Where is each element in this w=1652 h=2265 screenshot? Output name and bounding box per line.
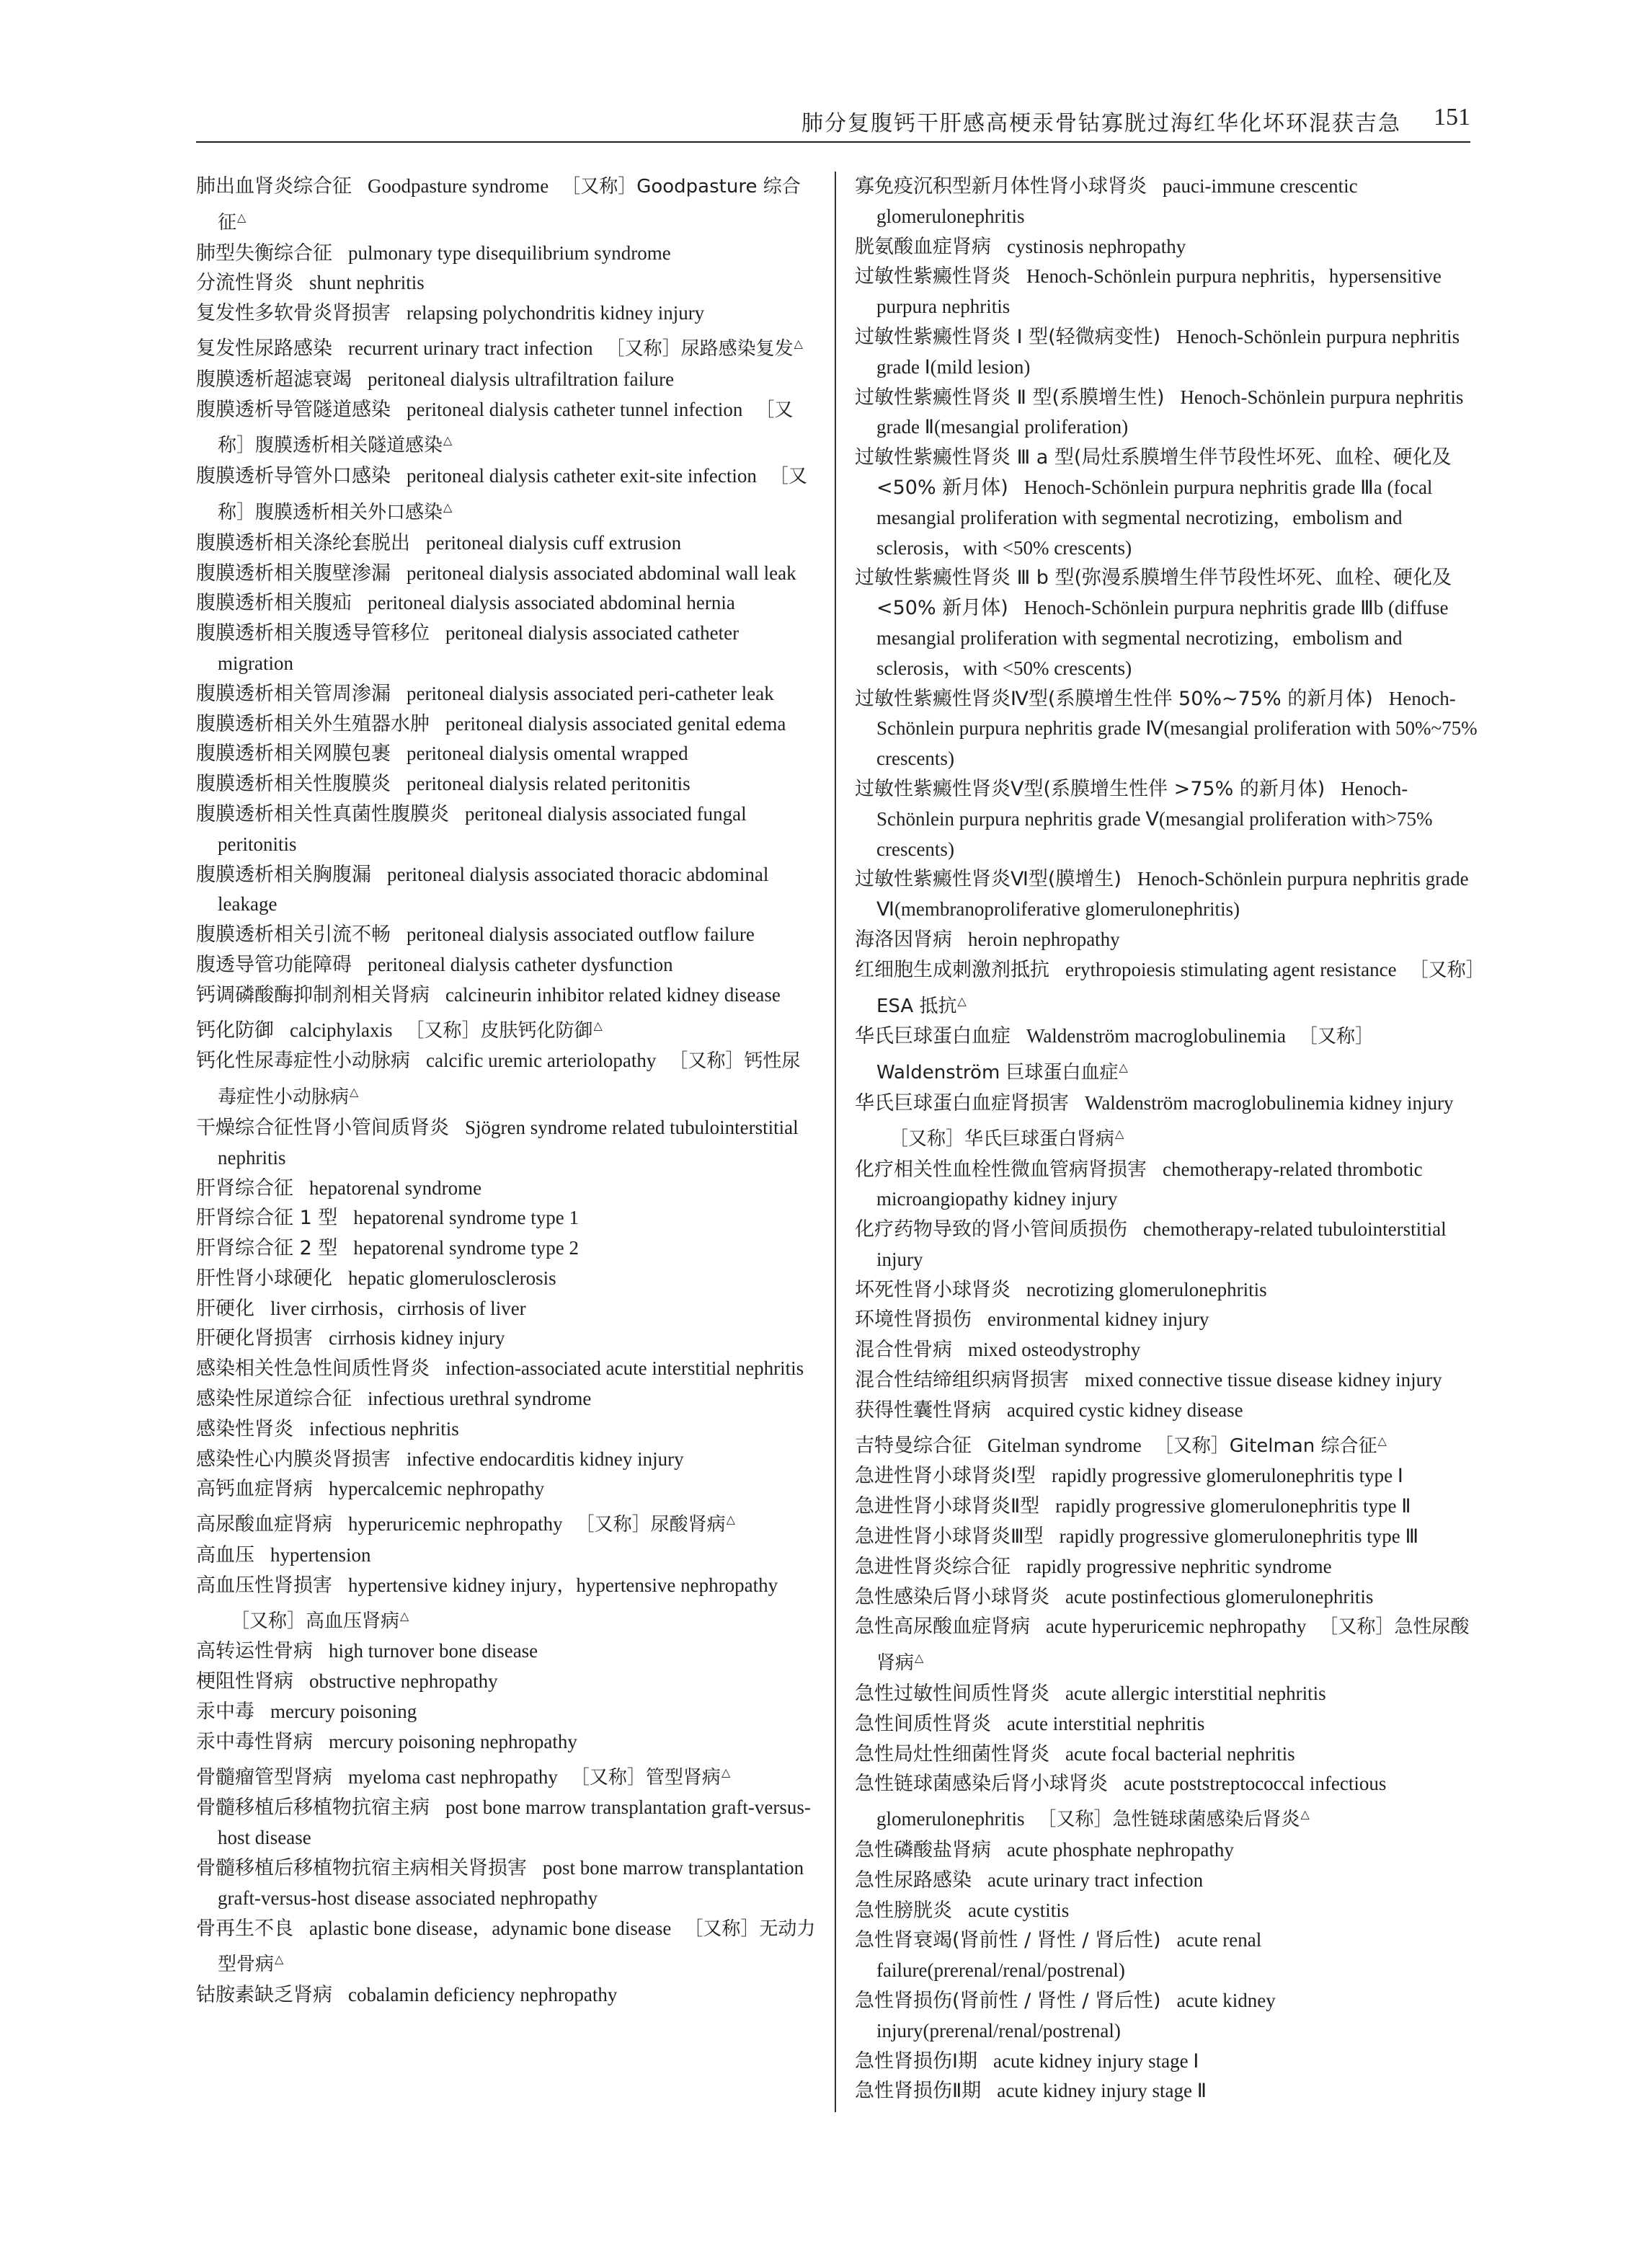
glossary-entry — [196, 920, 819, 950]
term-chinese: 腹膜透析相关腹透导管移位 — [196, 622, 430, 645]
glossary-entry — [855, 1365, 1478, 1396]
term-english: heroin nephropathy — [968, 928, 1120, 950]
glossary-entry — [855, 1896, 1478, 1926]
term-english: peritoneal dialysis omental wrapped — [407, 743, 688, 765]
triangle-mark-icon: △ — [400, 1608, 409, 1623]
term-english: post bone marrow transplantation graft-versus-host disease — [218, 1796, 811, 1849]
term-chinese: 干燥综合征性肾小管间质肾炎 — [196, 1116, 449, 1139]
glossary-entry — [855, 2076, 1478, 2106]
term-chinese: 腹膜透析相关引流不畅 — [196, 923, 391, 947]
glossary-entry — [196, 559, 819, 589]
term-chinese: 急性间质性肾炎 — [855, 1712, 991, 1735]
term-chinese: 急性过敏性间质性肾炎 — [855, 1683, 1049, 1706]
term-english: infectious nephritis — [309, 1417, 459, 1440]
term-chinese: 急进性肾小球肾炎Ⅰ型 — [855, 1465, 1036, 1488]
glossary-entry — [196, 950, 819, 980]
glossary-entry — [855, 563, 1478, 683]
glossary-entry — [196, 1914, 819, 1981]
term-chinese: 腹膜透析相关性腹膜炎 — [196, 773, 391, 796]
term-english: necrotizing glomerulonephritis — [1026, 1278, 1267, 1300]
glossary-entry — [196, 298, 819, 329]
glossary-entry — [196, 619, 819, 679]
term-chinese: 急性肾衰竭(肾前性 / 肾性 / 肾后性) — [855, 1929, 1161, 1952]
term-english: rapidly progressive glomerulonephritis type Ⅱ — [1055, 1495, 1411, 1517]
glossary-entry — [196, 1636, 819, 1667]
term-english: pauci-immune crescentic glomerulonephritis — [876, 175, 1358, 227]
term-english: hepatorenal syndrome type 2 — [353, 1237, 579, 1259]
glossary-entry — [196, 1667, 819, 1697]
term-english: calciphylaxis — [290, 1019, 393, 1041]
term-chinese: 腹膜透析相关涤纶套脱出 — [196, 531, 410, 554]
term-english: rapidly progressive glomerulonephritis type Ⅲ — [1059, 1525, 1419, 1548]
term-english: calcific uremic arteriolopathy — [426, 1050, 657, 1072]
term-english: hyperuricemic nephropathy — [348, 1513, 563, 1535]
term-chinese: 高血压性肾损害 — [196, 1574, 332, 1597]
term-alias: ［又称］尿酸肾病 — [575, 1514, 726, 1536]
term-chinese: 急性链球菌感染后肾小球肾炎 — [855, 1773, 1108, 1796]
term-chinese: 复发性尿路感染 — [196, 337, 332, 360]
glossary-entry — [196, 1384, 819, 1414]
term-chinese: 腹膜透析相关腹壁渗漏 — [196, 562, 391, 585]
term-english: hepatic glomerulosclerosis — [348, 1267, 556, 1289]
term-english: cobalamin deficiency nephropathy — [348, 1984, 618, 2006]
term-english: rapidly progressive nephritic syndrome — [1026, 1555, 1332, 1577]
term-chinese: 急进性肾炎综合征 — [855, 1555, 1011, 1578]
glossary-entry — [855, 955, 1478, 1022]
term-alias: ［又称］Goodpasture 综合征 — [218, 176, 801, 234]
term-english: Henoch-Schönlein purpura nephritis grade Ⅲa (focal mesangial proliferation with segmental necrotizing，embolism and sclerosis，with <50% crescents) — [876, 476, 1433, 559]
term-english: high turnover bone disease — [329, 1640, 538, 1662]
glossary-entry — [196, 1474, 819, 1504]
term-chinese: 急性肾损伤Ⅱ期 — [855, 2080, 982, 2103]
term-chinese: 海洛因肾病 — [855, 928, 952, 951]
term-english: mixed osteodystrophy — [968, 1339, 1141, 1361]
term-chinese: 急性尿路感染 — [855, 1869, 972, 1892]
term-english: peritoneal dialysis catheter tunnel infection — [407, 398, 743, 420]
term-english: hypercalcemic nephropathy — [329, 1478, 545, 1500]
term-alias: ［又称］华氏巨球蛋白肾病 — [889, 1127, 1115, 1150]
running-head-title: 肺分复腹钙干肝感高梗汞骨钴寡胱过海红华化坏环混获吉急 — [801, 111, 1401, 136]
glossary-entry — [196, 239, 819, 269]
term-english: chemotherapy-related tubulointerstitial injury — [876, 1218, 1447, 1270]
term-chinese: 腹膜透析相关腹疝 — [196, 592, 352, 615]
term-english: peritoneal dialysis associated thoracic abdominal leakage — [218, 863, 769, 916]
glossary-entry — [196, 1758, 819, 1794]
term-chinese: 过敏性紫癜性肾炎 Ⅲ b 型(弥漫系膜增生伴节段性坏死、血栓、硬化及 <50% 新月体) — [855, 567, 1452, 620]
term-english: Henoch-Schönlein purpura nephritis grade Ⅲb (diffuse mesangial proliferation with segmental necrotizing，embolism and sclerosis，with <50% crescents) — [876, 597, 1449, 679]
term-english: hepatorenal syndrome — [309, 1176, 482, 1199]
glossary-entry — [855, 1552, 1478, 1582]
term-chinese: 腹膜透析相关性真菌性腹膜炎 — [196, 802, 449, 825]
term-english: Waldenström macroglobulinemia kidney injury — [1085, 1091, 1454, 1114]
term-chinese: 肺出血肾炎综合征 — [196, 175, 352, 198]
term-alias: ［又称］尿路感染复发 — [605, 337, 794, 360]
term-chinese: 感染性尿道综合征 — [196, 1388, 352, 1411]
term-english: acute poststreptococcal infectious glomerulonephritis — [876, 1773, 1387, 1830]
term-english: cystinosis nephropathy — [1007, 235, 1186, 257]
glossary-entry — [855, 1739, 1478, 1770]
term-chinese: 肝肾综合征 1 型 — [196, 1207, 338, 1230]
glossary-entry — [196, 365, 819, 395]
glossary-entry — [196, 1354, 819, 1384]
term-chinese: 急性肾损伤(肾前性 / 肾性 / 肾后性) — [855, 1990, 1161, 2013]
glossary-entry — [196, 172, 819, 239]
term-chinese: 梗阻性肾病 — [196, 1670, 293, 1693]
term-english: peritoneal dialysis related peritonitis — [407, 773, 690, 795]
term-chinese: 感染相关性急性间质性肾炎 — [196, 1357, 430, 1380]
term-english: Henoch-Schönlein purpura nephritis grade Ⅴ(mesangial proliferation with>75% crescents) — [876, 777, 1433, 860]
term-chinese: 急性磷酸盐肾病 — [855, 1839, 991, 1862]
glossary-entry — [855, 1305, 1478, 1335]
triangle-mark-icon: △ — [1119, 1060, 1128, 1075]
glossary-entry — [196, 1203, 819, 1233]
term-chinese: 腹膜透析超滤衰竭 — [196, 368, 352, 391]
glossary-entry — [855, 774, 1478, 864]
term-english: acute renal failure(prerenal/renal/postrenal) — [876, 1929, 1262, 1982]
term-chinese: 胱氨酸血症肾病 — [855, 235, 991, 258]
term-english: acute hyperuricemic nephropathy — [1046, 1615, 1307, 1638]
term-chinese: 肝硬化 — [196, 1297, 254, 1320]
term-english: hepatorenal syndrome type 1 — [353, 1207, 579, 1229]
term-alias: ［又称］急性尿酸肾病 — [876, 1616, 1470, 1675]
glossary-entry — [196, 1980, 819, 2011]
term-english: peritoneal dialysis catheter dysfunction — [368, 953, 673, 975]
term-chinese: 腹膜透析相关网膜包裹 — [196, 743, 391, 766]
term-english: Goodpasture syndrome — [368, 175, 549, 197]
glossary-entry — [196, 1727, 819, 1758]
term-chinese: 环境性肾损伤 — [855, 1308, 972, 1331]
term-chinese: 急性高尿酸血症肾病 — [855, 1615, 1030, 1639]
glossary-entry — [855, 1215, 1478, 1275]
glossary-entry — [855, 1275, 1478, 1306]
triangle-mark-icon: △ — [794, 336, 803, 350]
left-column — [196, 172, 819, 2011]
term-alias: ［又称］ESA 抵抗 — [876, 959, 1475, 1017]
triangle-mark-icon: △ — [593, 1018, 603, 1032]
term-chinese: 吉特曼综合征 — [855, 1434, 972, 1457]
glossary-entry — [196, 528, 819, 559]
triangle-mark-icon: △ — [443, 433, 453, 448]
glossary-entry — [855, 1021, 1478, 1089]
glossary-entry — [855, 2047, 1478, 2077]
term-alias: ［又称］腹膜透析相关隧道感染 — [218, 399, 794, 457]
term-alias: ［又称］急性链球菌感染后肾炎 — [1037, 1809, 1300, 1831]
term-english: cirrhosis kidney injury — [329, 1327, 505, 1349]
term-chinese: 复发性多软骨炎肾损害 — [196, 302, 391, 325]
term-chinese: 急进性肾小球肾炎Ⅱ型 — [855, 1495, 1040, 1518]
term-english: relapsing polychondritis kidney injury — [407, 302, 705, 324]
glossary-entry — [196, 1113, 819, 1174]
glossary-entry — [196, 588, 819, 619]
term-chinese: 混合性骨病 — [855, 1339, 952, 1362]
right-column — [855, 172, 1478, 2106]
glossary-entry — [855, 262, 1478, 322]
term-chinese: 腹膜透析导管隧道感染 — [196, 398, 391, 421]
term-english: mercury poisoning nephropathy — [329, 1730, 577, 1752]
glossary-entry — [855, 1155, 1478, 1215]
glossary-entry — [196, 1011, 819, 1047]
term-chinese: 钙调磷酸酶抑制剂相关肾病 — [196, 983, 430, 1006]
term-chinese: 腹透导管功能障碍 — [196, 953, 352, 976]
term-alias: ［又称］钙性尿毒症性小动脉病 — [218, 1050, 801, 1109]
term-alias: ［又称］无动力型骨病 — [218, 1918, 816, 1976]
glossary-entry — [855, 1461, 1478, 1491]
glossary-entry — [196, 1264, 819, 1294]
term-english: peritoneal dialysis associated fungal peritonitis — [218, 802, 747, 855]
term-english: acute kidney injury stage Ⅱ — [997, 2080, 1207, 2102]
term-chinese: 急性感染后肾小球肾炎 — [855, 1585, 1049, 1608]
term-chinese: 分流性肾炎 — [196, 272, 293, 295]
term-chinese: 钴胺素缺乏肾病 — [196, 1984, 332, 2007]
term-chinese: 腹膜透析相关胸腹漏 — [196, 863, 371, 886]
term-english: acute kidney injury stage Ⅰ — [992, 2049, 1199, 2072]
glossary-entry — [855, 383, 1478, 443]
term-english: Henoch-Schönlein purpura nephritis，hypersensitive purpura nephritis — [876, 265, 1442, 318]
term-english: acute kidney injury(prerenal/renal/postrenal) — [876, 1990, 1276, 2042]
term-english: Waldenström macroglobulinemia — [1026, 1025, 1286, 1047]
term-english: acquired cystic kidney disease — [1007, 1399, 1243, 1421]
term-alias: ［又称］皮肤钙化防御 — [405, 1019, 593, 1042]
term-english: post bone marrow transplantation graft-versus-host disease associated nephropathy — [218, 1857, 804, 1909]
glossary-entry — [855, 1679, 1478, 1709]
term-english: aplastic bone disease，adynamic bone disease — [309, 1917, 672, 1939]
triangle-mark-icon: △ — [957, 993, 967, 1008]
term-chinese: 寡免疫沉积型新月体性肾小球肾炎 — [855, 175, 1147, 198]
term-chinese: 骨再生不良 — [196, 1917, 293, 1940]
glossary-entry — [855, 1582, 1478, 1613]
glossary-entry — [855, 1769, 1478, 1835]
glossary-entry — [855, 1612, 1478, 1679]
glossary-entry — [196, 709, 819, 740]
term-chinese: 骨髓瘤管型肾病 — [196, 1765, 332, 1788]
glossary-entry — [855, 1835, 1478, 1866]
term-chinese: 钙化防御 — [196, 1019, 274, 1042]
term-chinese: 急性膀胱炎 — [855, 1899, 952, 1922]
term-alias: ［又称］腹膜透析相关外口感染 — [218, 466, 807, 523]
term-english: recurrent urinary tract infection — [348, 337, 593, 359]
term-chinese: 腹膜透析导管外口感染 — [196, 465, 391, 488]
term-english: infectious urethral syndrome — [368, 1388, 592, 1410]
glossary-entry — [196, 1697, 819, 1727]
term-english: acute allergic interstitial nephritis — [1065, 1683, 1326, 1705]
glossary-entry — [196, 1046, 819, 1113]
term-chinese: 骨髓移植后移植物抗宿主病相关肾损害 — [196, 1857, 527, 1880]
term-chinese: 获得性囊性肾病 — [855, 1399, 991, 1422]
glossary-entry — [855, 1491, 1478, 1522]
term-chinese: 汞中毒 — [196, 1701, 254, 1724]
term-chinese: 混合性结缔组织病肾损害 — [855, 1369, 1069, 1392]
term-chinese: 过敏性紫癜性肾炎 Ⅱ 型(系膜增生性) — [855, 386, 1165, 409]
glossary-entry — [196, 860, 819, 921]
glossary-entry — [196, 1233, 819, 1264]
term-english: peritoneal dialysis ultrafiltration failure — [368, 368, 675, 390]
term-chinese: 感染性心内膜炎肾损害 — [196, 1448, 391, 1471]
term-chinese: 过敏性紫癜性肾炎Ⅳ型(系膜增生性伴 50%~75% 的新月体) — [855, 687, 1373, 710]
glossary-entry — [855, 1522, 1478, 1552]
term-english: hypertensive kidney injury，hypertensive nephropathy — [348, 1574, 778, 1596]
glossary-entry — [196, 1294, 819, 1324]
glossary-entry — [196, 1324, 819, 1354]
term-english: erythropoiesis stimulating agent resistance — [1065, 958, 1397, 980]
term-english: calcineurin inhibitor related kidney disease — [445, 983, 781, 1006]
term-english: Henoch-Schönlein purpura nephritis grade Ⅰ(mild lesion) — [876, 325, 1460, 378]
term-chinese: 过敏性紫癜性肾炎 Ⅲ a 型(局灶系膜增生伴节段性坏死、血栓、硬化及 <50% 新月体) — [855, 446, 1452, 499]
glossary-entry — [855, 864, 1478, 925]
glossary-entry — [196, 1174, 819, 1204]
column-divider — [835, 172, 836, 2112]
term-english: acute postinfectious glomerulonephritis — [1065, 1585, 1374, 1608]
term-english: Sjögren syndrome related tubulointerstitial nephritis — [218, 1116, 799, 1169]
triangle-mark-icon: △ — [915, 1651, 924, 1665]
triangle-mark-icon: △ — [726, 1512, 735, 1527]
term-chinese: 钙化性尿毒症性小动脉病 — [196, 1050, 410, 1073]
term-chinese: 感染性肾炎 — [196, 1417, 293, 1440]
term-english: peritoneal dialysis catheter exit-site infection — [407, 465, 757, 487]
term-chinese: 肝肾综合征 2 型 — [196, 1237, 338, 1260]
glossary-entry — [196, 1541, 819, 1571]
glossary-entry — [855, 684, 1478, 774]
glossary-entry — [196, 329, 819, 365]
glossary-entry — [855, 232, 1478, 262]
term-english: Gitelman syndrome — [987, 1434, 1142, 1456]
glossary-entry — [196, 980, 819, 1011]
term-chinese: 肝性肾小球硬化 — [196, 1267, 332, 1290]
term-english: peritoneal dialysis associated abdominal wall leak — [407, 562, 796, 584]
term-chinese: 过敏性紫癜性肾炎Ⅵ型(膜增生) — [855, 868, 1122, 891]
term-english: acute interstitial nephritis — [1007, 1712, 1205, 1734]
triangle-mark-icon: △ — [443, 500, 453, 514]
triangle-mark-icon: △ — [1300, 1807, 1310, 1822]
term-alias: ［又称］高血压肾病 — [231, 1610, 400, 1632]
triangle-mark-icon: △ — [721, 1765, 731, 1779]
glossary-entry — [855, 1866, 1478, 1896]
term-english: Henoch-Schönlein purpura nephritis grade Ⅳ(mesangial proliferation with 50%~75% crescents) — [876, 687, 1478, 770]
term-english: myeloma cast nephropathy — [348, 1765, 558, 1788]
glossary-entry — [196, 769, 819, 799]
triangle-mark-icon: △ — [1115, 1126, 1124, 1140]
term-english: peritoneal dialysis associated catheter migration — [218, 622, 740, 674]
term-chinese: 急性局灶性细菌性肾炎 — [855, 1742, 1049, 1765]
term-english: peritoneal dialysis associated peri-catheter leak — [407, 682, 774, 704]
glossary-entry — [855, 1925, 1478, 1986]
glossary-entry — [196, 268, 819, 298]
glossary-entry — [196, 1793, 819, 1853]
term-chinese: 急进性肾小球肾炎Ⅲ型 — [855, 1525, 1044, 1548]
glossary-entry — [855, 172, 1478, 232]
term-english: chemotherapy-related thrombotic microangiopathy kidney injury — [876, 1158, 1423, 1210]
glossary-entry — [855, 443, 1478, 563]
term-chinese: 坏死性肾小球肾炎 — [855, 1278, 1011, 1301]
term-chinese: 急性肾损伤Ⅰ期 — [855, 2049, 977, 2073]
term-chinese: 高转运性骨病 — [196, 1640, 313, 1663]
glossary-entry — [855, 1089, 1478, 1155]
glossary-entry — [855, 1986, 1478, 2047]
term-chinese: 肝肾综合征 — [196, 1176, 293, 1200]
glossary-entry — [196, 395, 819, 462]
glossary-entry — [196, 1504, 819, 1541]
term-alias: ［又称］Waldenström 巨球蛋白血症 — [876, 1026, 1374, 1084]
term-english: acute phosphate nephropathy — [1007, 1839, 1234, 1861]
term-chinese: 腹膜透析相关外生殖器水肿 — [196, 712, 430, 735]
term-chinese: 红细胞生成刺激剂抵抗 — [855, 958, 1049, 981]
term-chinese: 过敏性紫癜性肾炎 — [855, 265, 1011, 288]
term-english: liver cirrhosis，cirrhosis of liver — [270, 1297, 526, 1319]
glossary-entry — [196, 799, 819, 860]
term-english: shunt nephritis — [309, 272, 425, 294]
triangle-mark-icon: △ — [350, 1085, 359, 1099]
term-english: peritoneal dialysis associated genital edema — [445, 712, 786, 735]
term-english: rapidly progressive glomerulonephritis type Ⅰ — [1051, 1465, 1403, 1487]
term-english: Henoch-Schönlein purpura nephritis grade Ⅱ(mesangial proliferation) — [876, 386, 1464, 438]
term-chinese: 肝硬化肾损害 — [196, 1327, 313, 1350]
term-english: acute urinary tract infection — [987, 1869, 1204, 1891]
glossary-entry — [855, 1335, 1478, 1365]
term-chinese: 肺型失衡综合征 — [196, 241, 332, 265]
term-alias: ［又称］管型肾病 — [570, 1766, 721, 1788]
term-english: acute cystitis — [968, 1899, 1070, 1921]
glossary-entry — [196, 1571, 819, 1637]
term-english: obstructive nephropathy — [309, 1670, 498, 1693]
glossary-entry — [855, 925, 1478, 955]
term-chinese: 化疗相关性血栓性微血管病肾损害 — [855, 1158, 1147, 1181]
glossary-entry — [855, 322, 1478, 383]
term-english: mixed connective tissue disease kidney injury — [1085, 1369, 1442, 1391]
term-chinese: 骨髓移植后移植物抗宿主病 — [196, 1796, 430, 1819]
glossary-entry — [196, 679, 819, 709]
term-english: peritoneal dialysis associated outflow failure — [407, 923, 755, 946]
glossary-entry — [196, 461, 819, 528]
term-chinese: 华氏巨球蛋白血症 — [855, 1025, 1011, 1048]
term-english: pulmonary type disequilibrium syndrome — [348, 241, 671, 264]
glossary-entry — [196, 1445, 819, 1475]
page-number: 151 — [1434, 104, 1470, 130]
term-chinese: 过敏性紫癜性肾炎 Ⅰ 型(轻微病变性) — [855, 325, 1161, 348]
glossary-entry — [196, 739, 819, 769]
term-english: peritoneal dialysis associated abdominal hernia — [368, 592, 735, 614]
term-english: hypertension — [270, 1544, 371, 1566]
term-english: Henoch-Schönlein purpura nephritis grade Ⅵ(membranoproliferative glomerulonephritis) — [876, 868, 1469, 921]
term-chinese: 华氏巨球蛋白血症肾损害 — [855, 1091, 1069, 1114]
triangle-mark-icon: △ — [237, 210, 247, 224]
term-english: environmental kidney injury — [987, 1308, 1209, 1331]
triangle-mark-icon: △ — [1377, 1433, 1387, 1448]
term-english: infection-associated acute interstitial nephritis — [445, 1357, 804, 1380]
term-english: acute focal bacterial nephritis — [1065, 1742, 1295, 1765]
term-chinese: 汞中毒性肾病 — [196, 1730, 313, 1753]
term-chinese: 高血压 — [196, 1544, 254, 1567]
term-chinese: 腹膜透析相关管周渗漏 — [196, 682, 391, 705]
term-chinese: 过敏性紫癜性肾炎Ⅴ型(系膜增生性伴 >75% 的新月体) — [855, 777, 1325, 800]
glossary-entry — [855, 1709, 1478, 1739]
term-english: mercury poisoning — [270, 1701, 417, 1723]
term-chinese: 高尿酸血症肾病 — [196, 1513, 332, 1536]
term-chinese: 化疗药物导致的肾小管间质损伤 — [855, 1218, 1127, 1241]
glossary-entry — [855, 1396, 1478, 1426]
page-header — [196, 104, 1470, 143]
term-english: peritoneal dialysis cuff extrusion — [426, 531, 682, 554]
term-chinese: 高钙血症肾病 — [196, 1478, 313, 1501]
triangle-mark-icon: △ — [275, 1952, 284, 1967]
term-alias: ［又称］Gitelman 综合征 — [1154, 1435, 1377, 1457]
glossary-entry — [196, 1853, 819, 1914]
glossary-entry — [855, 1426, 1478, 1462]
term-english: infective endocarditis kidney injury — [407, 1448, 684, 1470]
glossary-entry — [196, 1414, 819, 1445]
